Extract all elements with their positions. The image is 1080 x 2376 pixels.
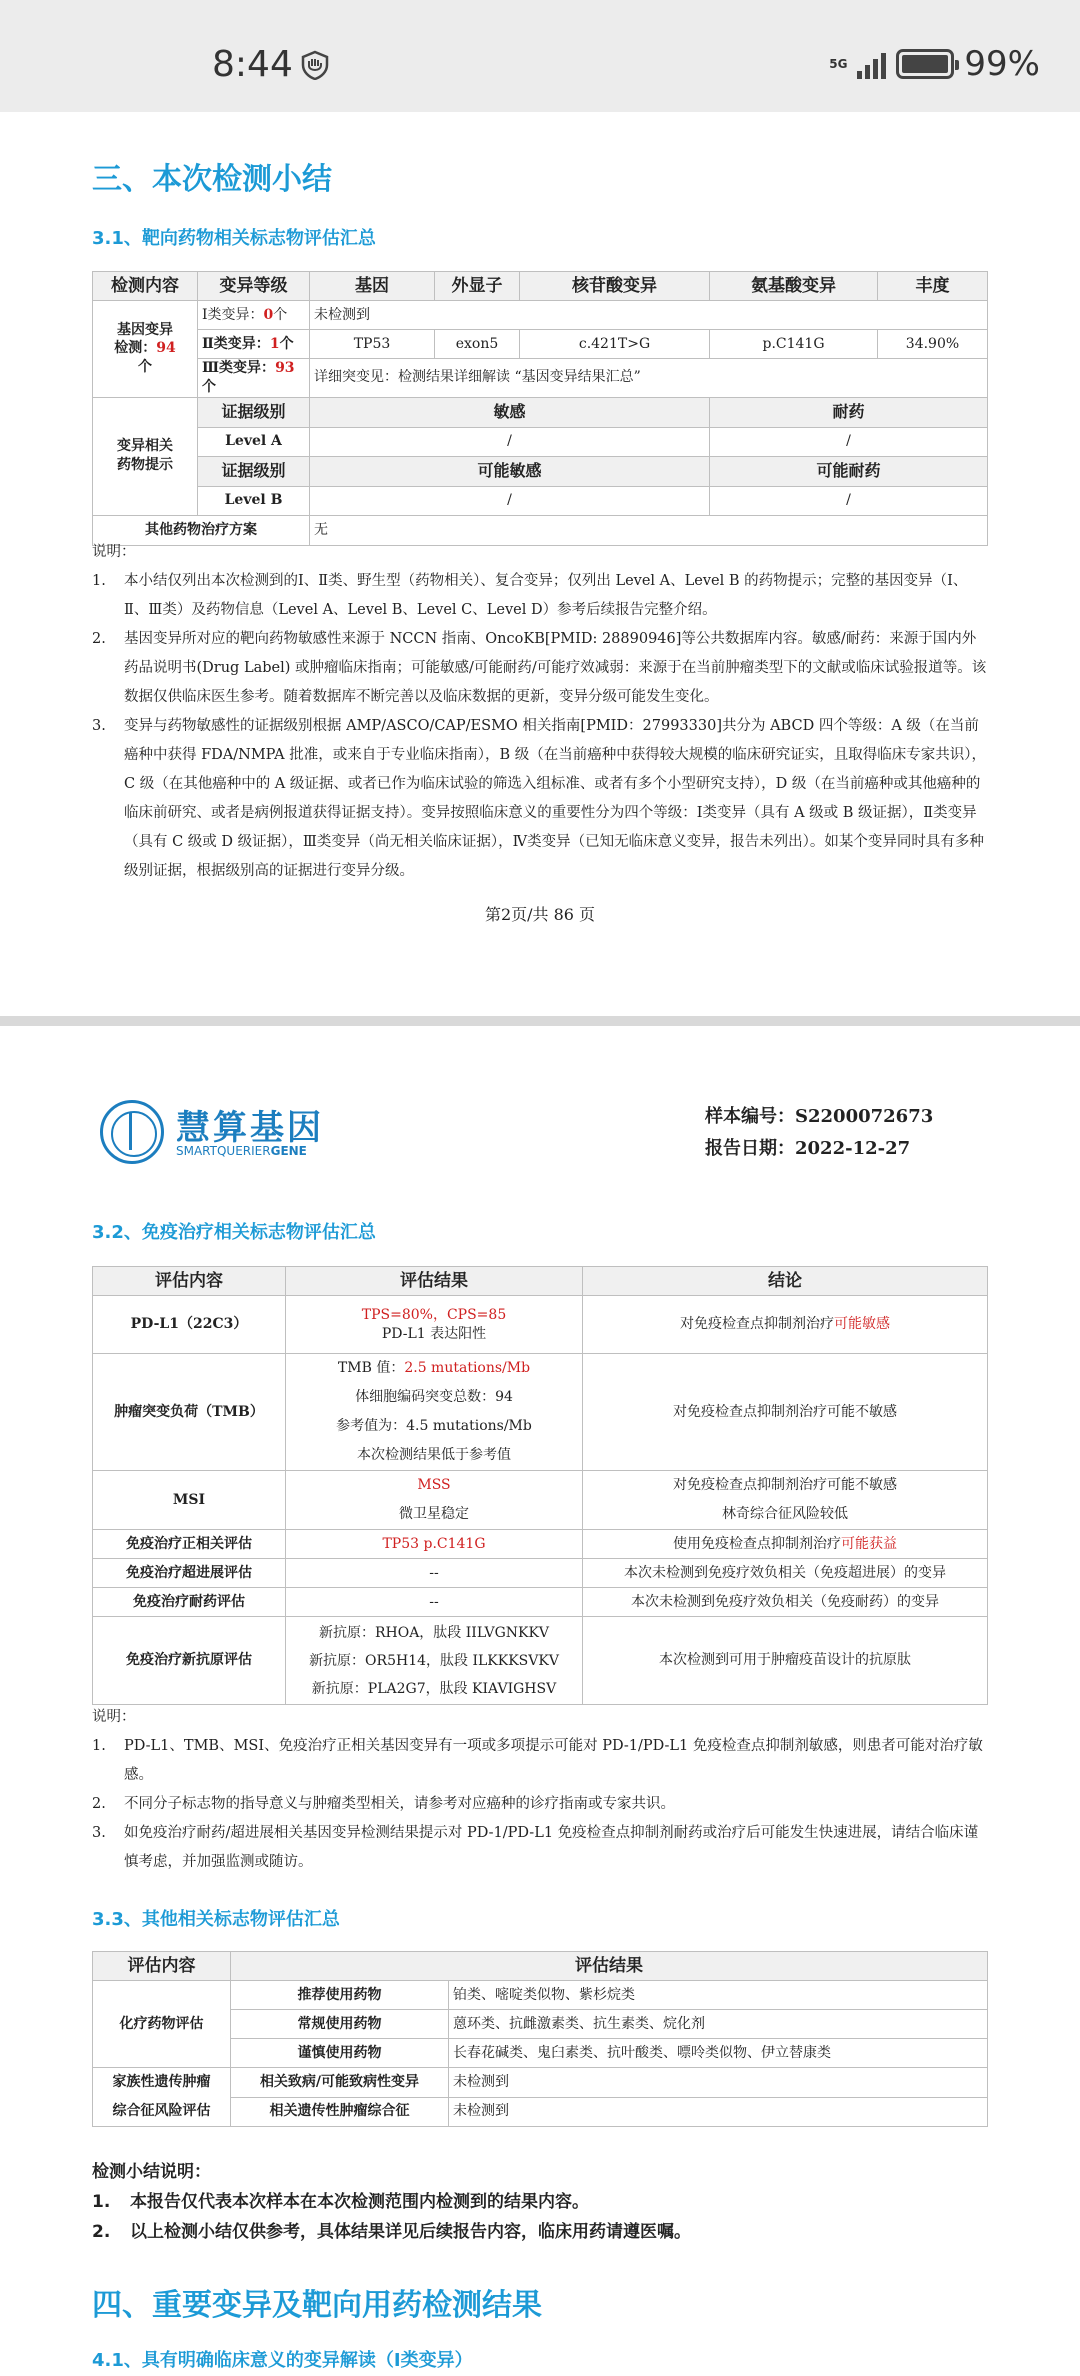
note-item: 3. 如免疫治疗耐药/超进展相关基因变异检测结果提示对 PD-1/PD-L1 免疫检查点抑制剂耐药或治疗后可能发生快速进展，请结合临床谨慎考虑，并加强监测或随访。 <box>92 1825 979 1870</box>
table-row <box>93 1559 988 1588</box>
level-a-resistant: / <box>710 427 988 456</box>
other-markers-table <box>92 1951 988 2127</box>
row-result: -- <box>286 1559 583 1588</box>
notes-31 <box>92 538 987 886</box>
drug-hint-cell: 变异相关 药物提示 <box>93 397 198 515</box>
clock: 8:44 <box>212 44 293 85</box>
table-row <box>93 1471 988 1530</box>
exon-cell: exon5 <box>435 330 520 359</box>
table-row <box>93 1617 988 1705</box>
note-item: 2. 基因变异所对应的靶向药物敏感性来源于 NCCN 指南、OncoKB[PMID: 28890946]等公共数据库内容。敏感/耐药：来源于国内外药品说明书(Drug Label) 或肿瘤临床指南；可能敏感/可能耐药/可能疗效减弱：来源于在当前肿瘤类型下的文献或临床试验报道等。该数据仅供临床医生参考。随着数据库不断完善以及临床数据的更新，变异分级可能发生变化。 <box>92 631 987 705</box>
table-row <box>93 301 988 330</box>
gene-variant-cell: 基因变异 检测：94 个 <box>93 301 198 398</box>
immune-table <box>92 1266 988 1705</box>
col-header: 变异等级 <box>198 272 310 301</box>
caution-label: 谨慎使用药物 <box>231 2039 449 2068</box>
table-row <box>93 1296 988 1354</box>
section-title: 三、本次检测小结 <box>92 162 332 197</box>
row-label: 肿瘤突变负荷（TMB） <box>93 1354 286 1471</box>
other-label: 其他药物治疗方案 <box>93 515 310 545</box>
table-row <box>93 2068 988 2098</box>
notes-label: 说明： <box>92 544 136 560</box>
level-b-resistant: / <box>710 486 988 515</box>
amino-cell: p.C141G <box>710 330 878 359</box>
table-row <box>93 1588 988 1617</box>
level-a-sensitive: / <box>310 427 710 456</box>
sensitive-header: 敏感 <box>310 397 710 427</box>
syndrome-label: 相关遗传性肿瘤综合征 <box>231 2097 449 2127</box>
table-row <box>93 486 988 515</box>
rec-value: 铂类、嘧啶类似物、紫杉烷类 <box>449 1981 988 2010</box>
table-row <box>93 427 988 456</box>
table-header-row <box>93 272 988 301</box>
battery-percent: 99% <box>964 44 1040 84</box>
signal-icon <box>857 49 886 79</box>
table-row <box>93 1981 988 2010</box>
network-type: 5G <box>829 57 848 71</box>
page-divider <box>0 1016 1080 1026</box>
row-label: MSI <box>93 1471 286 1530</box>
row-conclusion: 本次未检测到免疫疗效负相关（免疫耐药）的变异 <box>583 1588 988 1617</box>
possible-sensitive-header: 可能敏感 <box>310 456 710 486</box>
rec-label: 推荐使用药物 <box>231 1981 449 2010</box>
shield-notification-icon <box>300 50 330 80</box>
col-header: 评估结果 <box>286 1267 583 1296</box>
table-row <box>93 330 988 359</box>
col-header: 评估结果 <box>231 1952 988 1981</box>
row-label: 免疫治疗正相关评估 <box>93 1530 286 1559</box>
other-value: 无 <box>310 515 988 545</box>
row-result: TMB 值：2.5 mutations/Mb 体细胞编码突变总数：94 参考值为：4.5 mutations/Mb 本次检测结果低于参考值 <box>286 1354 583 1471</box>
section-title: 四、重要变异及靶向用药检测结果 <box>92 2288 542 2323</box>
note-item: 3. 变异与药物敏感性的证据级别根据 AMP/ASCO/CAP/ESMO 相关指南[PMID：27993330]共分为 ABCD 四个等级：A 级（在当前癌种中获得 FDA/NMPA 批准，或来自于专业临床指南），B 级（在当前癌种中获得较大规模的临床研究证实，且取得临床专家共识），C 级（在其他癌种中的 A 级证据、或者已作为临床试验的筛选入组标准、或者有多个小型研究支持），D 级（在当前癌种或其他癌种的临床前研究、或者是病例报道获得证据支持）。变异按照临床意义的重要性分为四个等级：Ⅰ类变异（具有 A 级或 B 级证据），Ⅱ类变异（具有 C 级或 D 级证据），Ⅲ类变异（尚无相关临床证据），Ⅳ类变异（已知无临床意义变异，报告未列出）。如某个变异同时具有多种级别证据，根据级别高的证据进行变异分级。 <box>92 718 986 879</box>
row-conclusion: 对免疫检查点抑制剂治疗可能不敏感 <box>583 1354 988 1471</box>
row-conclusion: 使用免疫检查点抑制剂治疗可能获益 <box>583 1530 988 1559</box>
notes-label: 说明： <box>92 1709 136 1725</box>
note-item: 1. PD-L1、TMB、MSI、免疫治疗正相关基因变异有一项或多项提示可能对 PD-1/PD-L1 免疫检查点抑制剂敏感，则患者可能对治疗敏感。 <box>92 1738 983 1783</box>
notes-32 <box>92 1703 987 1877</box>
summary-item: 2. 以上检测小结仅供参考，具体结果详见后续报告内容，临床用药请遵医嘱。 <box>92 2222 691 2242</box>
row-result: MSS 微卫星稳定 <box>286 1471 583 1530</box>
col-header: 基因 <box>310 272 435 301</box>
col-header: 评估内容 <box>93 1952 231 1981</box>
path-label: 相关致病/可能致病性变异 <box>231 2068 449 2098</box>
company-logo <box>100 1098 324 1168</box>
row-label: 免疫治疗超进展评估 <box>93 1559 286 1588</box>
targeted-drug-table <box>92 271 988 546</box>
col-header: 检测内容 <box>93 272 198 301</box>
table-header-row <box>93 1267 988 1296</box>
row-result: TP53 p.C141G <box>286 1530 583 1559</box>
summary-title: 检测小结说明： <box>92 2162 211 2182</box>
logo-emblem-icon <box>100 1100 164 1164</box>
status-bar <box>0 0 1080 112</box>
row-conclusion: 本次未检测到免疫疗效负相关（免疫超进展）的变异 <box>583 1559 988 1588</box>
class1-result: 未检测到 <box>310 301 988 330</box>
caution-value: 长春花碱类、鬼臼素类、抗叶酸类、嘌呤类似物、伊立替康类 <box>449 2039 988 2068</box>
resistant-header: 耐药 <box>710 397 988 427</box>
logo-text: 慧算基因 <box>176 1108 324 1148</box>
family-label: 家族性遗传肿瘤 综合征风险评估 <box>93 2068 231 2127</box>
col-header: 核苷酸变异 <box>520 272 710 301</box>
col-header: 结论 <box>583 1267 988 1296</box>
table-header-row <box>93 1952 988 1981</box>
table-row <box>93 1354 988 1471</box>
level-a-label: Level A <box>198 427 310 456</box>
class3-result: 详细突变见：检测结果详细解读 “基因变异结果汇总” <box>310 359 988 398</box>
reg-label: 常规使用药物 <box>231 2010 449 2039</box>
subsection-title: 3.3、其他相关标志物评估汇总 <box>92 1909 340 1930</box>
table-row <box>93 1530 988 1559</box>
subsection-title: 4.1、具有明确临床意义的变异解读（Ⅰ类变异） <box>92 2350 473 2371</box>
possible-resistant-header: 可能耐药 <box>710 456 988 486</box>
nucleotide-cell: c.421T>G <box>520 330 710 359</box>
class2-cell: Ⅱ类变异：1个 <box>198 330 310 359</box>
status-right <box>829 44 1040 84</box>
col-header: 丰度 <box>878 272 988 301</box>
row-result: -- <box>286 1588 583 1617</box>
chemo-label: 化疗药物评估 <box>93 1981 231 2068</box>
summary-item: 1. 本报告仅代表本次样本在本次检测范围内检测到的结果内容。 <box>92 2192 589 2212</box>
row-conclusion: 对免疫检查点抑制剂治疗可能敏感 <box>583 1296 988 1354</box>
level-b-label: Level B <box>198 486 310 515</box>
report-date: 报告日期：2022-12-27 <box>705 1138 911 1159</box>
level-b-sensitive: / <box>310 486 710 515</box>
row-conclusion: 本次检测到可用于肿瘤疫苗设计的抗原肽 <box>583 1617 988 1705</box>
row-label: 免疫治疗新抗原评估 <box>93 1617 286 1705</box>
col-header: 氨基酸变异 <box>710 272 878 301</box>
gene-cell: TP53 <box>310 330 435 359</box>
sample-id: 样本编号：S2200072673 <box>705 1106 934 1127</box>
row-label: 免疫治疗耐药评估 <box>93 1588 286 1617</box>
abundance-cell: 34.90% <box>878 330 988 359</box>
table-row <box>93 359 988 398</box>
row-label: PD-L1（22C3） <box>93 1296 286 1354</box>
class1-cell: Ⅰ类变异：0个 <box>198 301 310 330</box>
col-header: 外显子 <box>435 272 520 301</box>
note-item: 2. 不同分子标志物的指导意义与肿瘤类型相关，请参考对应癌种的诊疗指南或专家共识。 <box>92 1796 675 1812</box>
subsection-title: 3.1、靶向药物相关标志物评估汇总 <box>92 228 376 249</box>
reg-value: 蒽环类、抗雌激素类、抗生素类、烷化剂 <box>449 2010 988 2039</box>
note-item: 1. 本小结仅列出本次检测到的Ⅰ、Ⅱ类、野生型（药物相关）、复合变异；仅列出 Level A、Level B 的药物提示；完整的基因变异（Ⅰ、Ⅱ、Ⅲ类）及药物信息（Level A、Level B、Level C、Level D）参考后续报告完整介绍。 <box>92 573 968 618</box>
table-row <box>93 397 988 427</box>
evidence-level-header: 证据级别 <box>198 456 310 486</box>
battery-icon <box>896 49 954 79</box>
path-value: 未检测到 <box>449 2068 988 2098</box>
row-conclusion: 对免疫检查点抑制剂治疗可能不敏感 林奇综合征风险较低 <box>583 1471 988 1530</box>
row-result: 新抗原：RHOA，肽段 IILVGNKKV 新抗原：OR5H14，肽段 ILKKKSVKV 新抗原：PLA2G7，肽段 KIAVIGHSV <box>286 1617 583 1705</box>
class3-cell: Ⅲ类变异：93个 <box>198 359 310 398</box>
evidence-level-header: 证据级别 <box>198 397 310 427</box>
page-number: 第2页/共 86 页 <box>484 905 596 924</box>
table-row <box>93 456 988 486</box>
col-header: 评估内容 <box>93 1267 286 1296</box>
logo-subtext: SMARTQUERIERGENE <box>176 1144 307 1158</box>
row-result: TPS=80%，CPS=85 PD-L1 表达阳性 <box>286 1296 583 1354</box>
subsection-title: 3.2、免疫治疗相关标志物评估汇总 <box>92 1222 376 1243</box>
summary-block <box>92 2157 992 2247</box>
syndrome-value: 未检测到 <box>449 2097 988 2127</box>
